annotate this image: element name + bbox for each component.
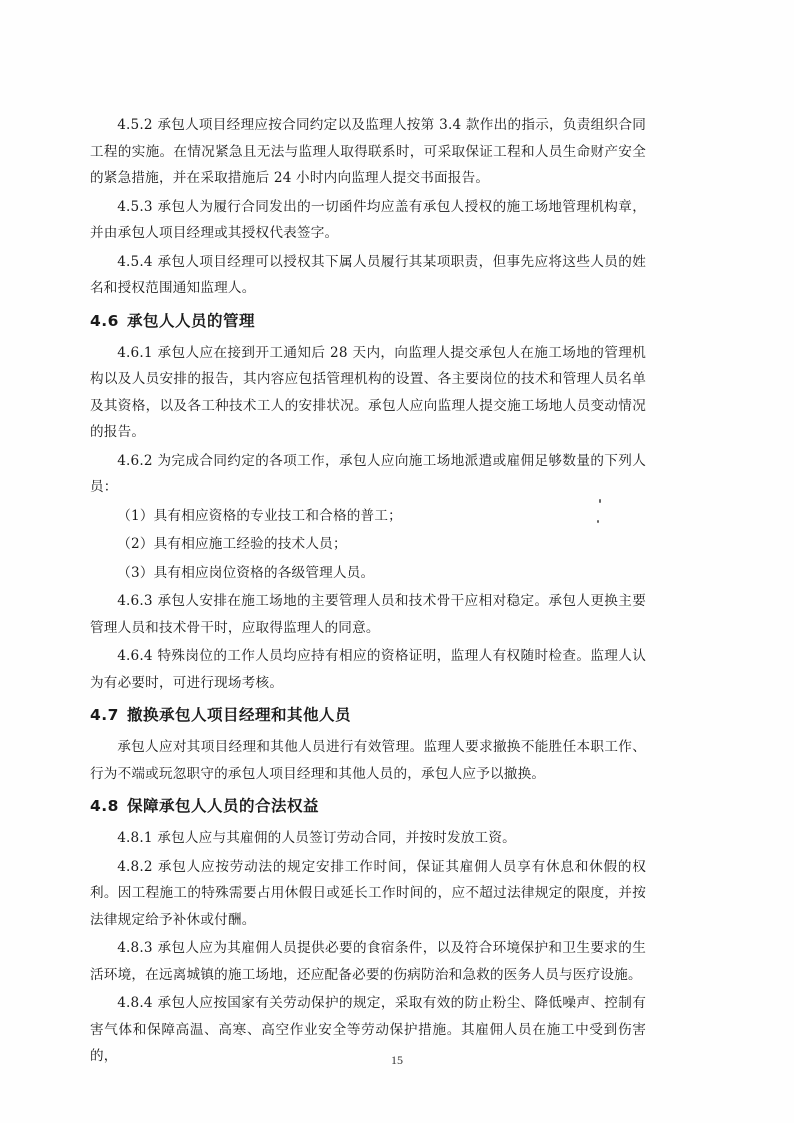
section-title: 撤换承包人项目经理和其他人员 bbox=[126, 706, 351, 724]
section-heading-4-8 bbox=[90, 793, 646, 819]
scan-speck bbox=[599, 499, 601, 503]
clause-4-6-2: 4.6.2 为完成合同约定的各项工作，承包人应向施工场地派遣或雇佣足够数量的下列人员： bbox=[90, 452, 646, 495]
clause-4-8-4: 4.8.4 承包人应按国家有关劳动保护的规定，采取有效的防止粉尘、降低噪声、控制有害气体和保障高温、高寒、高空作业安全等劳动保护措施。其雇佣人员在施工中受到伤害的， bbox=[90, 995, 646, 1064]
clause-4-7-body: 承包人应对其项目经理和其他人员进行有效管理。监理人要求撤换不能胜任本职工作、行为不端或玩忽职守的承包人项目经理和其他人员的，承包人应予以撤换。 bbox=[90, 739, 646, 782]
section-title: 保障承包人人员的合法权益 bbox=[126, 797, 319, 815]
clause-4-6-1: 4.6.1 承包人应在接到开工通知后 28 天内，向监理人提交承包人在施工场地的管理机构以及人员安排的报告，其内容应包括管理机构的设置、各主要岗位的技术和管理人员名单及其资格，以及各工种技术工人的安排状况。承包人应向监理人提交施工场地人员变动情况的报告。 bbox=[90, 344, 646, 440]
section-number: 4.8 bbox=[90, 797, 119, 815]
scan-speck bbox=[597, 520, 599, 523]
clause-4-5-2: 4.5.2 承包人项目经理应按合同约定以及监理人按第 3.4 款作出的指示，负责组织合同工程的实施。在情况紧急且无法与监理人取得联系时，可采取保证工程和人员生命财产安全的紧急措施，并在采取措施后 24 小时内向监理人提交书面报告。 bbox=[90, 117, 646, 186]
clause-4-8-1: 4.8.1 承包人应与其雇佣的人员签订劳动合同，并按时发放工资。 bbox=[117, 830, 516, 846]
clause-4-5-3: 4.5.3 承包人为履行合同发出的一切函件均应盖有承包人授权的施工场地管理机构章，并由承包人项目经理或其授权代表签字。 bbox=[90, 198, 646, 241]
list-item-2: （2）具有相应施工经验的技术人员； bbox=[117, 536, 347, 552]
clause-4-6-3: 4.6.3 承包人安排在施工场地的主要管理人员和技术骨干应相对稳定。承包人更换主要管理人员和技术骨干时，应取得监理人的同意。 bbox=[90, 593, 646, 636]
clause-4-5-4: 4.5.4 承包人项目经理可以授权其下属人员履行其某项职责，但事先应将这些人员的姓名和授权范围通知监理人。 bbox=[90, 253, 646, 296]
section-title: 承包人人员的管理 bbox=[126, 311, 255, 330]
page-number: 15 bbox=[391, 1053, 403, 1067]
clause-4-8-3: 4.8.3 承包人应为其雇佣人员提供必要的食宿条件，以及符合环境保护和卫生要求的生活环境，在远离城镇的施工场地，还应配备必要的伤病防治和急救的医务人员与医疗设施。 bbox=[90, 940, 646, 983]
list-item-1: （1）具有相应资格的专业技工和合格的普工； bbox=[117, 507, 402, 524]
section-heading-4-7 bbox=[90, 702, 646, 728]
clause-4-6-4: 4.6.4 特殊岗位的工作人员均应持有相应的资格证明，监理人有权随时检查。监理人认为有必要时，可进行现场考核。 bbox=[90, 648, 646, 691]
list-item-3: （3）具有相应岗位资格的各级管理人员。 bbox=[117, 564, 375, 581]
section-number: 4.6 bbox=[90, 311, 119, 330]
section-number: 4.7 bbox=[90, 706, 119, 724]
clause-4-8-2: 4.8.2 承包人应按劳动法的规定安排工作时间，保证其雇佣人员享有休息和休假的权利。因工程施工的特殊需要占用休假日或延长工作时间的，应不超过法律规定的限度，并按法律规定给予补休或付酬。 bbox=[90, 858, 646, 928]
section-heading-4-6 bbox=[90, 308, 646, 334]
document-body bbox=[90, 112, 646, 1072]
